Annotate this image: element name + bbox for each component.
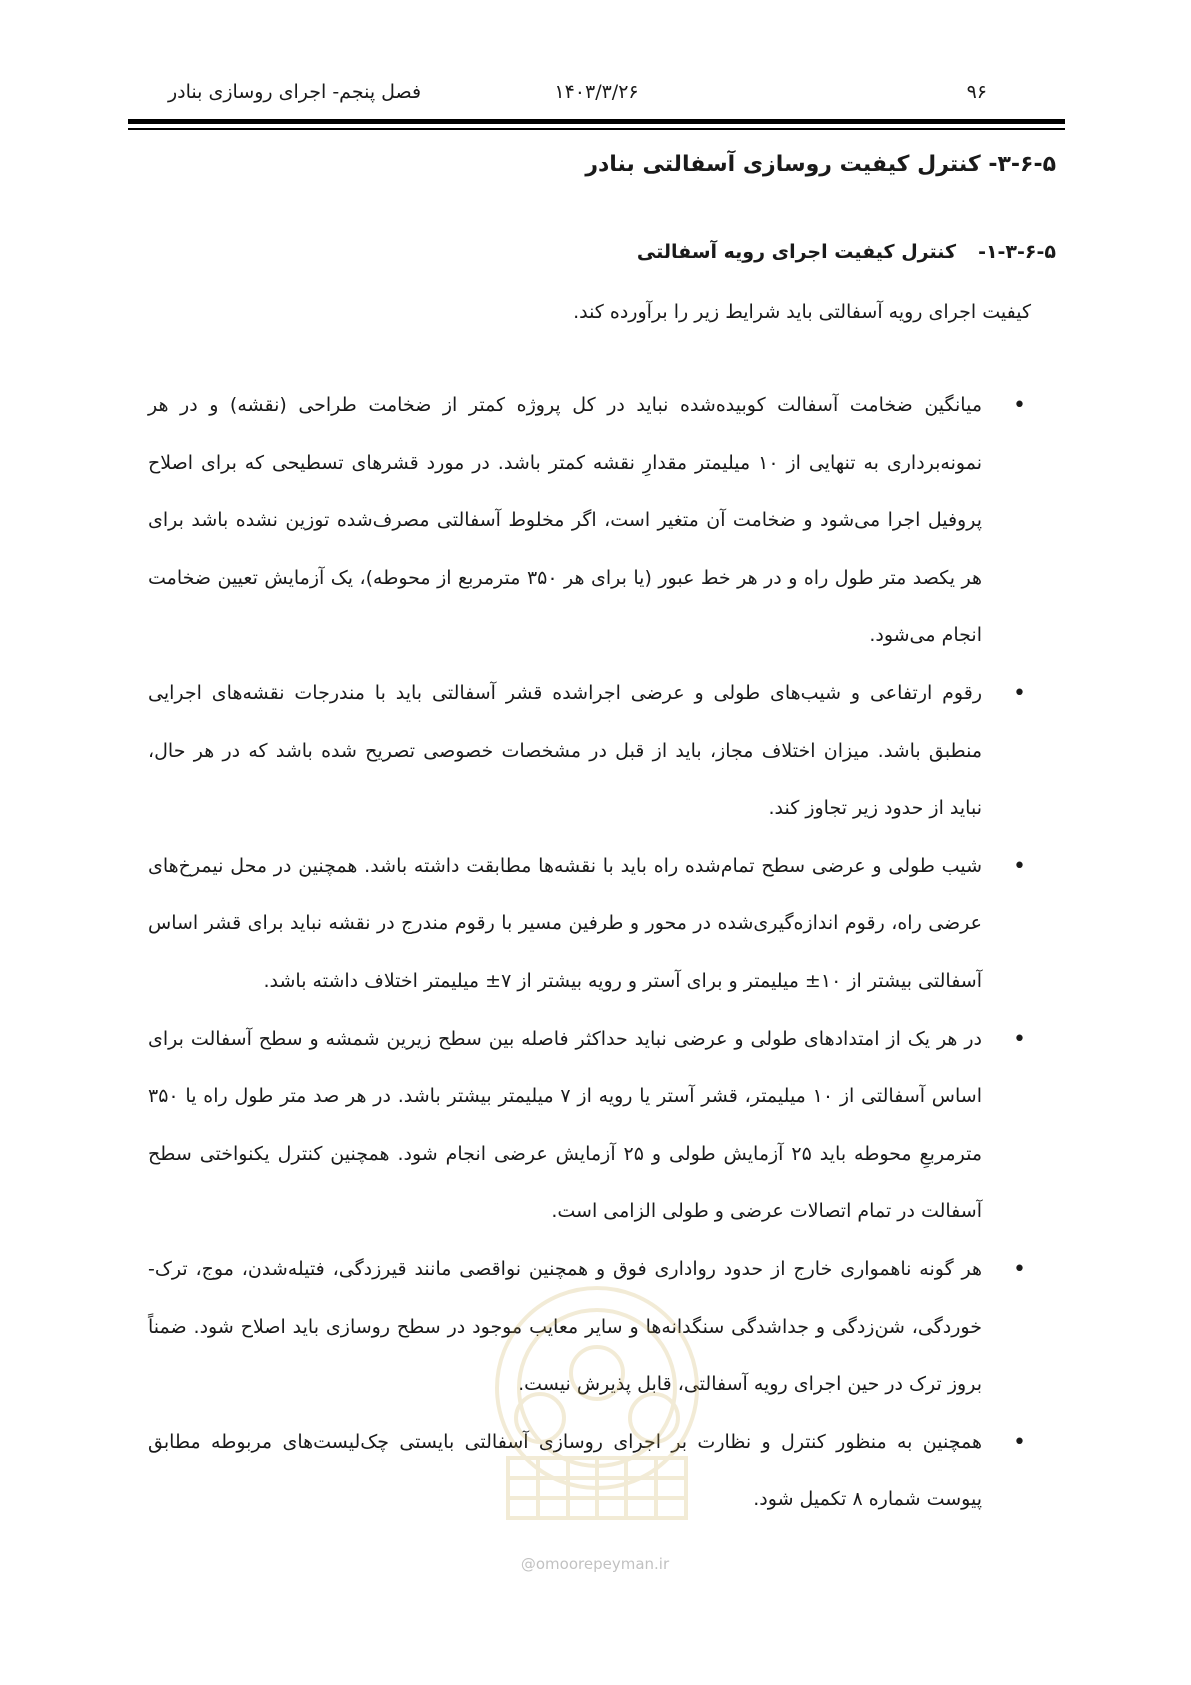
page-header xyxy=(128,76,1065,108)
list-item: • رقوم ارتفاعی و شیب‌های طولی و عرضی اجراشده قشر آسفالتی باید با مندرجات نقشه‌های اجرایی منطبق باشد. میزان اختلاف مجاز، باید از قبل در مشخصات خصوصی تصریح شده باشد که در هر حال، نباید از حدود زیر تجاوز کند. xyxy=(148,665,1006,838)
chapter-title: فصل پنجم- اجرای روسازی بنادر xyxy=(168,81,422,103)
header-date: ۱۴۰۳/۳/۲۶ xyxy=(554,81,639,103)
section-heading: ۳-۶-۵- کنترل کیفیت روسازی آسفالتی بنادر xyxy=(585,152,1056,177)
bullet-icon: • xyxy=(1013,1026,1026,1052)
subsection-number: ۱-۳-۶-۵- xyxy=(978,241,1056,263)
subsection-heading xyxy=(637,236,1056,268)
intro-paragraph: کیفیت اجرای رویه آسفالتی باید شرایط زیر را برآورده کند. xyxy=(573,301,1031,323)
header-rule-thin xyxy=(128,128,1065,130)
list-item: • شیب طولی و عرضی سطح تمام‌شده راه باید با نقشه‌ها مطابقت داشته باشد. همچنین در محل نیمرخ‌های عرضی راه، رقوم اندازه‌گیری‌شده در محور و طرفین مسیر با رقوم مندرج در نقشه نباید برای قشر اساس آسفالتی بیشتر از ۱۰± میلیمتر و برای آستر و رویه بیشتر از ۷± میلیمتر اختلاف داشته باشد. xyxy=(148,838,1006,1011)
list-item: • همچنین به منظور کنترل و نظارت بر اجرای روسازی آسفالتی بایستی چک‌لیست‌های مربوطه مطابق پیوست شماره ۸ تکمیل شود. xyxy=(148,1414,1006,1529)
bullet-icon: • xyxy=(1013,1256,1026,1282)
watermark-logo-icon xyxy=(468,1268,726,1580)
bullet-icon: • xyxy=(1013,1429,1026,1455)
list-item: • میانگین ضخامت آسفالت کوبیده‌شده نباید در کل پروژه کمتر از ضخامت طراحی (نقشه) و در هر نمونه‌برداری به تنهایی از ۱۰ میلیمتر مقدارِ نقشه کمتر باشد. در مورد قشرهای تسطیحی که برای اصلاح پروفیل اجرا می‌شود و ضخامت آن متغیر است، اگر مخلوط آسفالتی مصرف‌شده توزین نشده باشد برای هر یکصد متر طول راه و در هر خط عبور (یا برای هر ۳۵۰ مترمربع از محوطه)، یک آزمایش تعیین ضخامت انجام می‌شود. xyxy=(148,377,1006,665)
page-number: ۹۶ xyxy=(966,81,987,103)
list-item: • در هر یک از امتدادهای طولی و عرضی نباید حداکثر فاصله بین سطح زیرین شمشه و سطح آسفالت برای اساس آسفالتی از ۱۰ میلیمتر، قشر آستر یا رویه از ۷ میلیمتر بیشتر باشد. در هر صد متر طول راه یا ۳۵۰ مترمربعِ محوطه باید ۲۵ آزمایش طولی و ۲۵ آزمایش عرضی انجام شود. همچنین کنترل یکنواختی سطح آسفالت در تمام اتصالات عرضی و طولی الزامی است. xyxy=(148,1011,1006,1241)
subsection-title: کنترل کیفیت اجرای رویه آسفالتی xyxy=(636,241,957,263)
list-item: • هر گونه ناهمواری خارج از حدود رواداری فوق و همچنین نواقصی مانند قیرزدگی، فتیله‌شدن، موج، ترک-خوردگی، شن‌زدگی و جداشدگی سنگدانه‌ها و سایر معایب موجود در سطح روسازی باید اصلاح شود. ضمناً بروز ترک در حین اجرای رویه آسفالتی، قابل پذیرش نیست. xyxy=(148,1241,1006,1414)
bullet-icon: • xyxy=(1013,680,1026,706)
watermark-site: @omoorepeyman.ir xyxy=(520,1555,670,1573)
header-rule-thick xyxy=(128,119,1065,124)
bullet-icon: • xyxy=(1013,853,1026,879)
bullet-icon: • xyxy=(1013,393,1026,418)
